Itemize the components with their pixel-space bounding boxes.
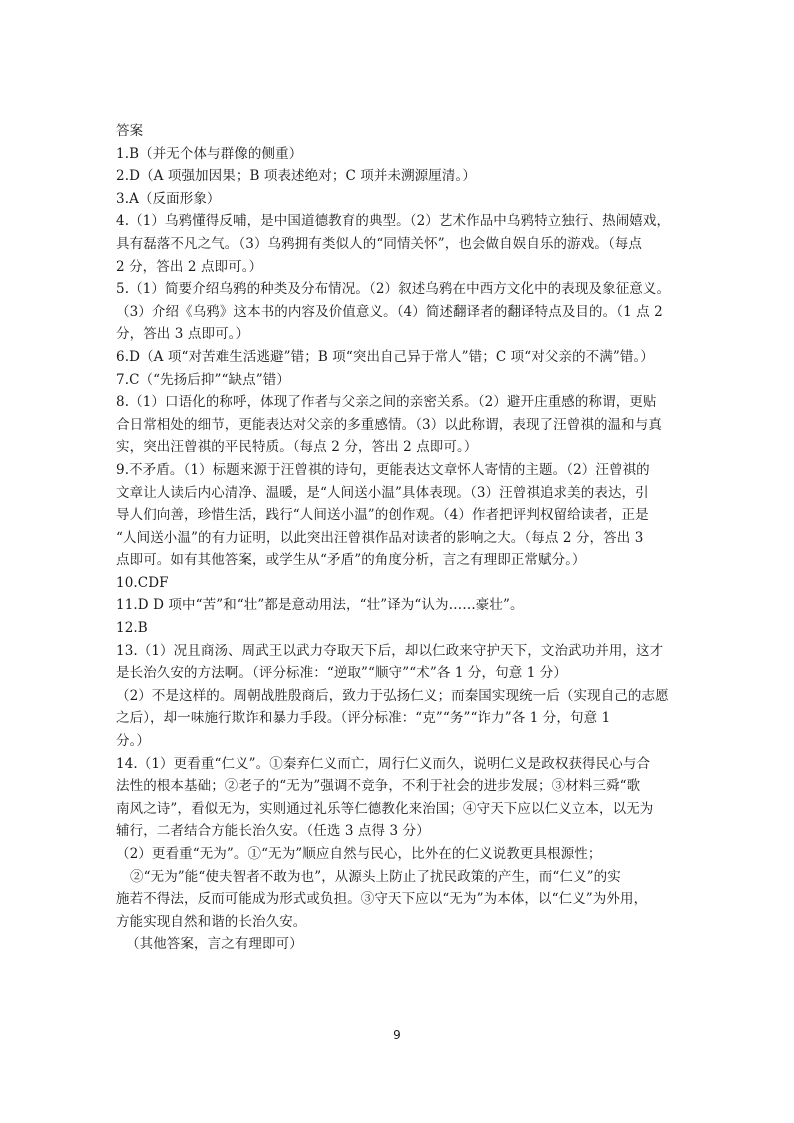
page-number: 9: [393, 1028, 401, 1042]
answer-line: 5.（1）简要介绍乌鸦的种类及分布情况。（2）叙述乌鸦在中西方文化中的表现及象征意义。: [116, 281, 671, 298]
answer-line: 11.D D 项中“苦”和“壮”都是意动用法，“壮”译为“认为……豪壮”。: [116, 597, 524, 614]
answer-line: 4.（1）乌鸦懂得反哺，是中国道德教育的典型。（2）艺术作品中乌鸦特立独行、热闹嬉戏，: [116, 213, 671, 230]
answer-line: 9.不矛盾。（1）标题来源于汪曾祺的诗句，更能表达文章怀人寄情的主题。（2）汪曾祺的: [116, 461, 650, 478]
answer-line: 辅行，二者结合方能长治久安。（任选 3 点得 3 分）: [116, 823, 430, 840]
answer-line: 14.（1）更看重“仁义”。①秦弃仁义而亡，周行仁义而久，说明仁义是政权获得民心与合: [116, 755, 651, 772]
answer-line: 之后），却一味施行欺诈和暴力手段。（评分标准：“克”“务”“诈力”各 1 分，句意 1: [116, 710, 611, 727]
answer-line: （其他答案，言之有理即可）: [126, 936, 303, 953]
answer-line: （2）不是这样的。周朝战胜殷商后，致力于弘扬仁义；而秦国实现统一后（实现自己的志愿: [116, 687, 669, 704]
answer-line: 13.（1）况且商汤、周武王以武力夺取天下后，却以仁政来守护天下，文治武功并用，这才: [116, 642, 664, 659]
answer-line: 分，答出 3 点即可。）: [116, 326, 250, 343]
answer-line: 实，突出汪曾祺的平民特质。（每点 2 分，答出 2 点即可。）: [116, 439, 478, 456]
answer-line: 具有磊落不凡之气。（3）乌鸦拥有类似人的“同情关怀”，也会做自娱自乐的游戏。（每点: [116, 235, 642, 252]
answer-line: 1.B（并无个体与群像的侧重）: [116, 145, 303, 162]
answer-line: 10.CDF: [116, 574, 169, 591]
answer-line: （2）更看重“无为”。①“无为”顺应自然与民心，比外在的仁义说教更具根源性；: [116, 846, 602, 862]
answer-line: 导人们向善，珍惜生活，践行“人间送小温”的创作观。（4）作者把评判权留给读者，正是: [116, 507, 649, 524]
answer-line: 7.C（“先扬后抑”“缺点”错）: [116, 371, 290, 388]
answer-line: 2.D（A 项强加因果；B 项表述绝对；C 项并未溯源厘清。）: [116, 168, 476, 185]
answer-line: 法性的根本基础；②老子的“无为”强调不竞争，不利于社会的进步发展；③材料三舜“歌: [116, 778, 641, 795]
answer-line: （3）介绍《乌鸦》这本书的内容及价值意义。（4）简述翻译者的翻译特点及目的。（1 点 2: [116, 303, 663, 320]
answer-line: 南风之诗”，看似无为，实则通过礼乐等仁德教化来治国；④守天下应以仁义立本，以无为: [116, 800, 654, 817]
answer-line: 合日常相处的细节，更能表达对父亲的多重感情。（3）以此称谓，表现了汪曾祺的温和与真: [116, 416, 662, 433]
answer-line: “人间送小温”的有力证明，以此突出汪曾祺作品对读者的影响之大。（每点 2 分，答出 3: [116, 529, 644, 546]
answer-line: 是长治久安的方法啊。（评分标准：“逆取”“顺守”“术”各 1 分，句意 1 分）: [116, 665, 568, 682]
answer-line: 文章让人读后内心清净、温暖，是“人间送小温”具体表现。（3）汪曾祺追求美的表达，引: [116, 484, 649, 501]
answer-line: ②“无为”能“使夫智者不敢为也”，从源头上防止了扰民政策的产生，而“仁义”的实: [130, 868, 621, 885]
answer-heading: 答案: [116, 123, 144, 139]
answer-line: 3.A（反面形象）: [116, 190, 221, 207]
answer-key-content: [116, 120, 676, 956]
answer-line: 6.D（A 项“对苦难生活逃避”错；B 项“突出自己异于常人”错；C 项“对父亲的不满”错。）: [116, 348, 654, 365]
answer-line: 分。）: [116, 733, 151, 750]
answer-line: 施若不得法，反而可能成为形式或负担。③守天下应以“无为”为本体，以“仁义”为外用，: [116, 891, 648, 908]
answer-line: 点即可。如有其他答案，或学生从“矛盾”的角度分析，言之有理即正常赋分。）: [116, 552, 586, 569]
answer-line: 方能实现自然和谐的长治久安。: [116, 913, 307, 930]
answer-line: 2 分，答出 2 点即可。）: [116, 258, 263, 275]
answer-line: 12.B: [116, 620, 148, 637]
answer-line: 8.（1）口语化的称呼，体现了作者与父亲之间的亲密关系。（2）避开庄重感的称谓，更贴: [116, 394, 657, 411]
